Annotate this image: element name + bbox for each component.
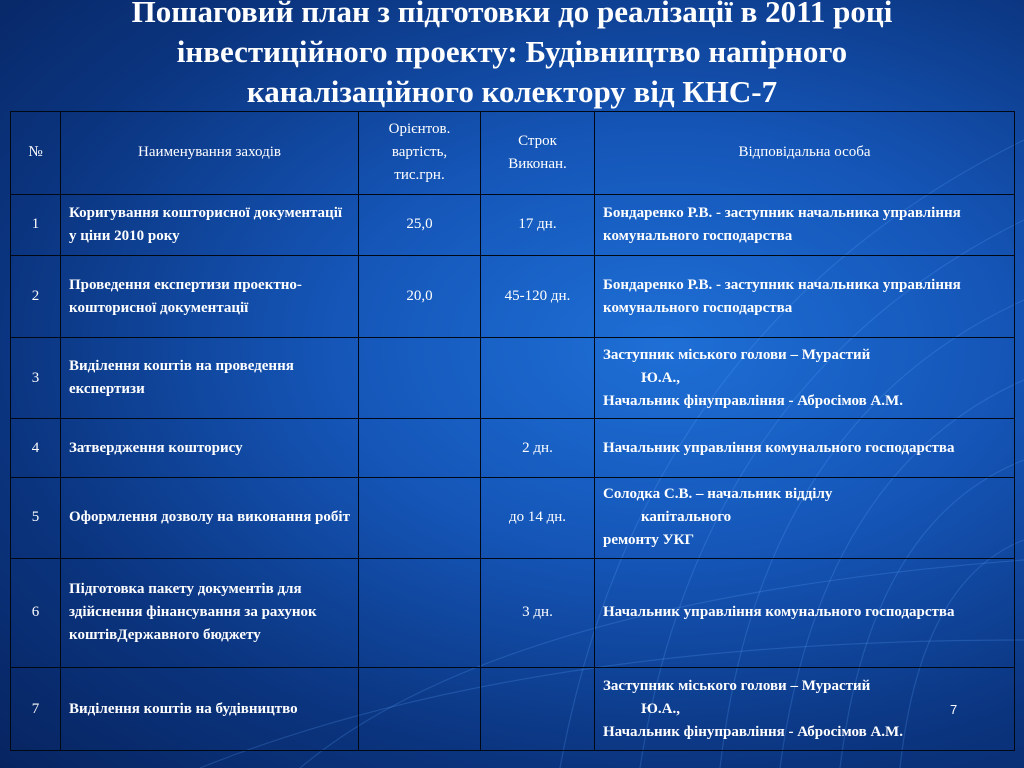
responsible-line: Солодка С.В. – начальник відділу [603,486,833,503]
table-row [11,194,1015,255]
row-name: Виділення коштів на будівництво [61,668,359,751]
header-name: Наименування заходів [61,112,359,195]
row-responsible [595,338,1015,419]
table-row [11,338,1015,419]
row-num: 2 [11,255,61,338]
row-num: 6 [11,558,61,667]
responsible-line: Ю.А., [641,369,680,386]
responsible-line: Начальник фінуправління - Абросімов А.М. [603,723,903,740]
responsible-line: Заступник міського голови – Мурастий [603,346,871,363]
row-responsible [595,477,1015,558]
row-num: 3 [11,338,61,419]
table-row [11,255,1015,338]
table-header-row [11,112,1015,195]
row-term: 17 дн. [481,194,595,255]
title-line-3: каналізаційного колектору від КНС-7 [246,74,778,109]
row-cost [359,419,481,478]
row-cost: 25,0 [359,194,481,255]
row-name: Оформлення дозволу на виконання робіт [61,477,359,558]
responsible-line: Начальник фінуправління - Абросімов А.М. [603,392,903,409]
row-term [481,338,595,419]
responsible-line: Ю.А., [641,700,680,717]
header-responsible: Відповідальна особа [595,112,1015,195]
table-row [11,558,1015,667]
responsible-line: Начальник управління комунального господарства [603,439,955,456]
row-name: Коригування кошторисної документації у ціни 2010 року [61,194,359,255]
row-cost [359,558,481,667]
responsible-line: Бондаренко Р.В. - заступник начальника управління комунального господарства [603,204,961,244]
row-term: 2 дн. [481,419,595,478]
table-row [11,419,1015,478]
row-name: Виділення коштів на проведення експертизи [61,338,359,419]
title-line-2: інвестиційного проекту: Будівництво напірного [176,34,848,69]
row-responsible [595,255,1015,338]
table-row [11,477,1015,558]
row-responsible [595,558,1015,667]
slide-title [60,0,964,112]
row-cost [359,668,481,751]
responsible-line: Начальник управління комунального господарства [603,604,955,621]
row-num: 7 [11,668,61,751]
row-num: 5 [11,477,61,558]
row-cost [359,338,481,419]
responsible-line: капітального [641,509,732,526]
header-term: Строк Виконан. [481,112,595,195]
responsible-line: ремонту УКГ [603,532,695,549]
row-cost: 20,0 [359,255,481,338]
table-row [11,668,1015,751]
row-num: 1 [11,194,61,255]
responsible-line: Бондаренко Р.В. - заступник начальника управління комунального господарства [603,276,961,316]
header-num: № [11,112,61,195]
title-line-1: Пошаговий план з підготовки до реалізації в 2011 році [131,0,893,29]
row-name: Підготовка пакету документів для здійснення фінансування за рахунок коштівДержавного бюджету [61,558,359,667]
row-num: 4 [11,419,61,478]
row-responsible [595,419,1015,478]
row-term [481,668,595,751]
row-term: 45-120 дн. [481,255,595,338]
plan-table [10,111,1015,751]
header-cost: Орієнтов. вартість, тис.грн. [359,112,481,195]
responsible-line: Заступник міського голови – Мурастий [603,677,871,694]
row-cost [359,477,481,558]
row-responsible [595,194,1015,255]
page-number: 7 [950,702,958,717]
row-term: 3 дн. [481,558,595,667]
row-term: до 14 дн. [481,477,595,558]
row-name: Затвердження кошторису [61,419,359,478]
row-name: Проведення експертизи проектно-кошторисної документації [61,255,359,338]
